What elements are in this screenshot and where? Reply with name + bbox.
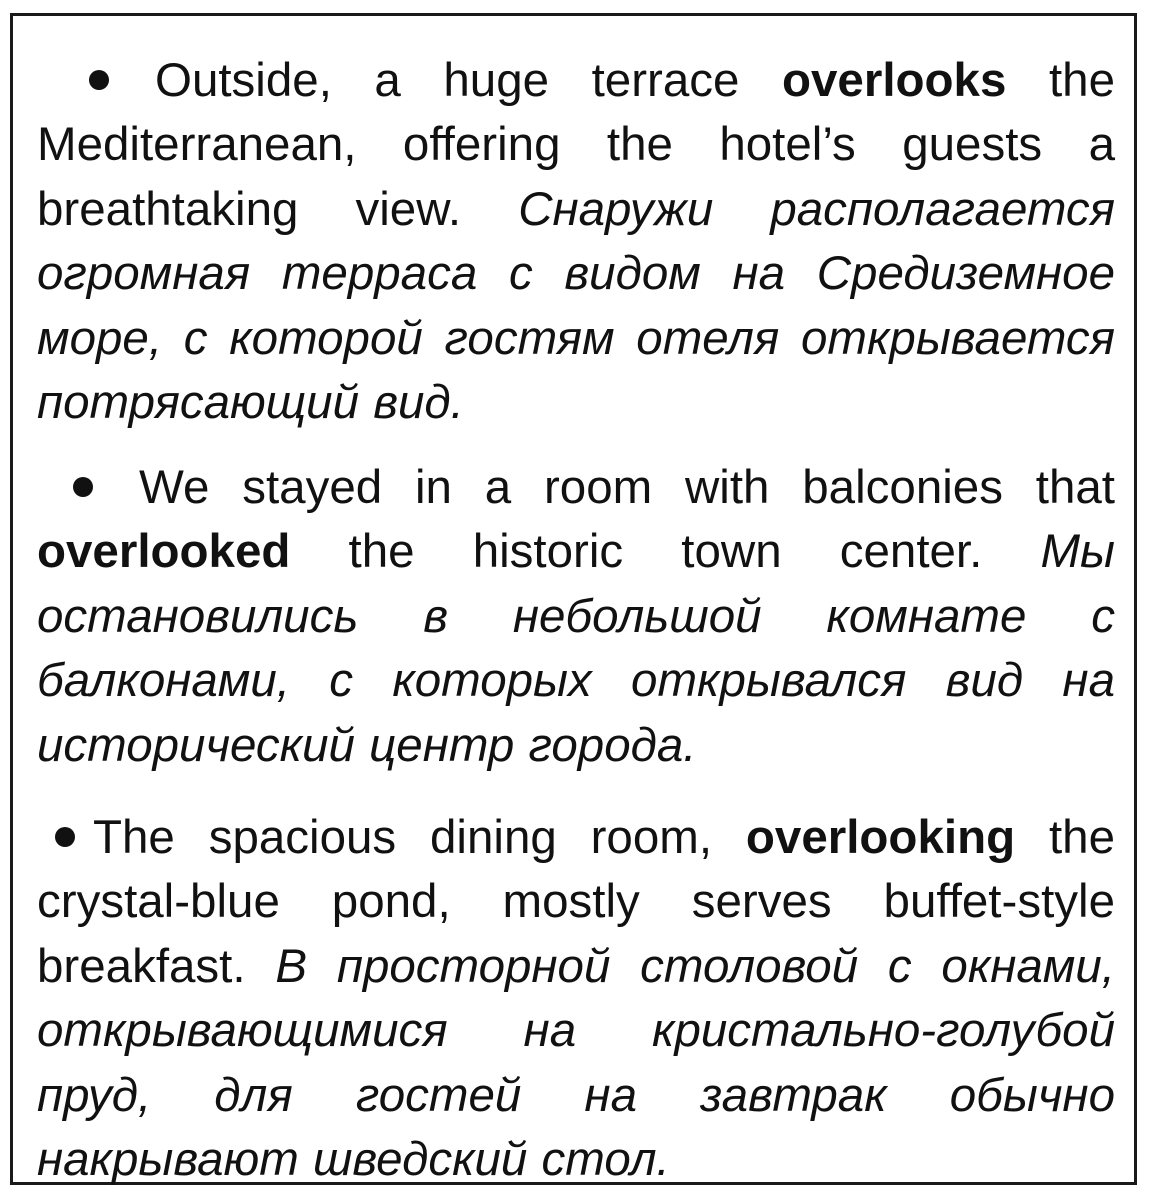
example-item-overlooking (37, 806, 1115, 1192)
keyword: overlooked (37, 525, 291, 579)
russian-translation: В просторной столовой с окнами, открывающимися на кристально-голубой пруд, для гостей на завтрак обычно накрывают шведский стол. (37, 939, 1115, 1187)
example-item-overlooked (37, 456, 1115, 778)
english-text-before: Outside, a huge terrace (155, 54, 740, 107)
bullet-icon (89, 70, 109, 90)
english-text-after: the crystal-blue pond, mostly serves buffet-style breakfast. (37, 811, 1115, 993)
english-text-before: We stayed in a room with balconies that (139, 461, 1115, 514)
russian-translation: Мы остановились в небольшой комнате с балконами, с которых открывался вид на исторический центр города. (37, 525, 1115, 772)
english-text-after: the Mediterranean, offering the hotel’s guests a breathtaking view. (37, 54, 1115, 236)
bullet-icon (55, 827, 75, 847)
english-text-before: The spacious dining room, (93, 811, 713, 864)
russian-translation: Снаружи располагается огромная терраса с видом на Средиземное море, с которой гостям отеля открывается потрясающий вид. (37, 182, 1115, 430)
bullet-icon (73, 477, 93, 497)
english-text-after: the historic town center. (348, 525, 983, 579)
example-item-overlooks (37, 49, 1115, 435)
document-frame (10, 13, 1137, 1185)
keyword: overlooking (745, 811, 1016, 864)
keyword: overlooks (782, 54, 1007, 107)
